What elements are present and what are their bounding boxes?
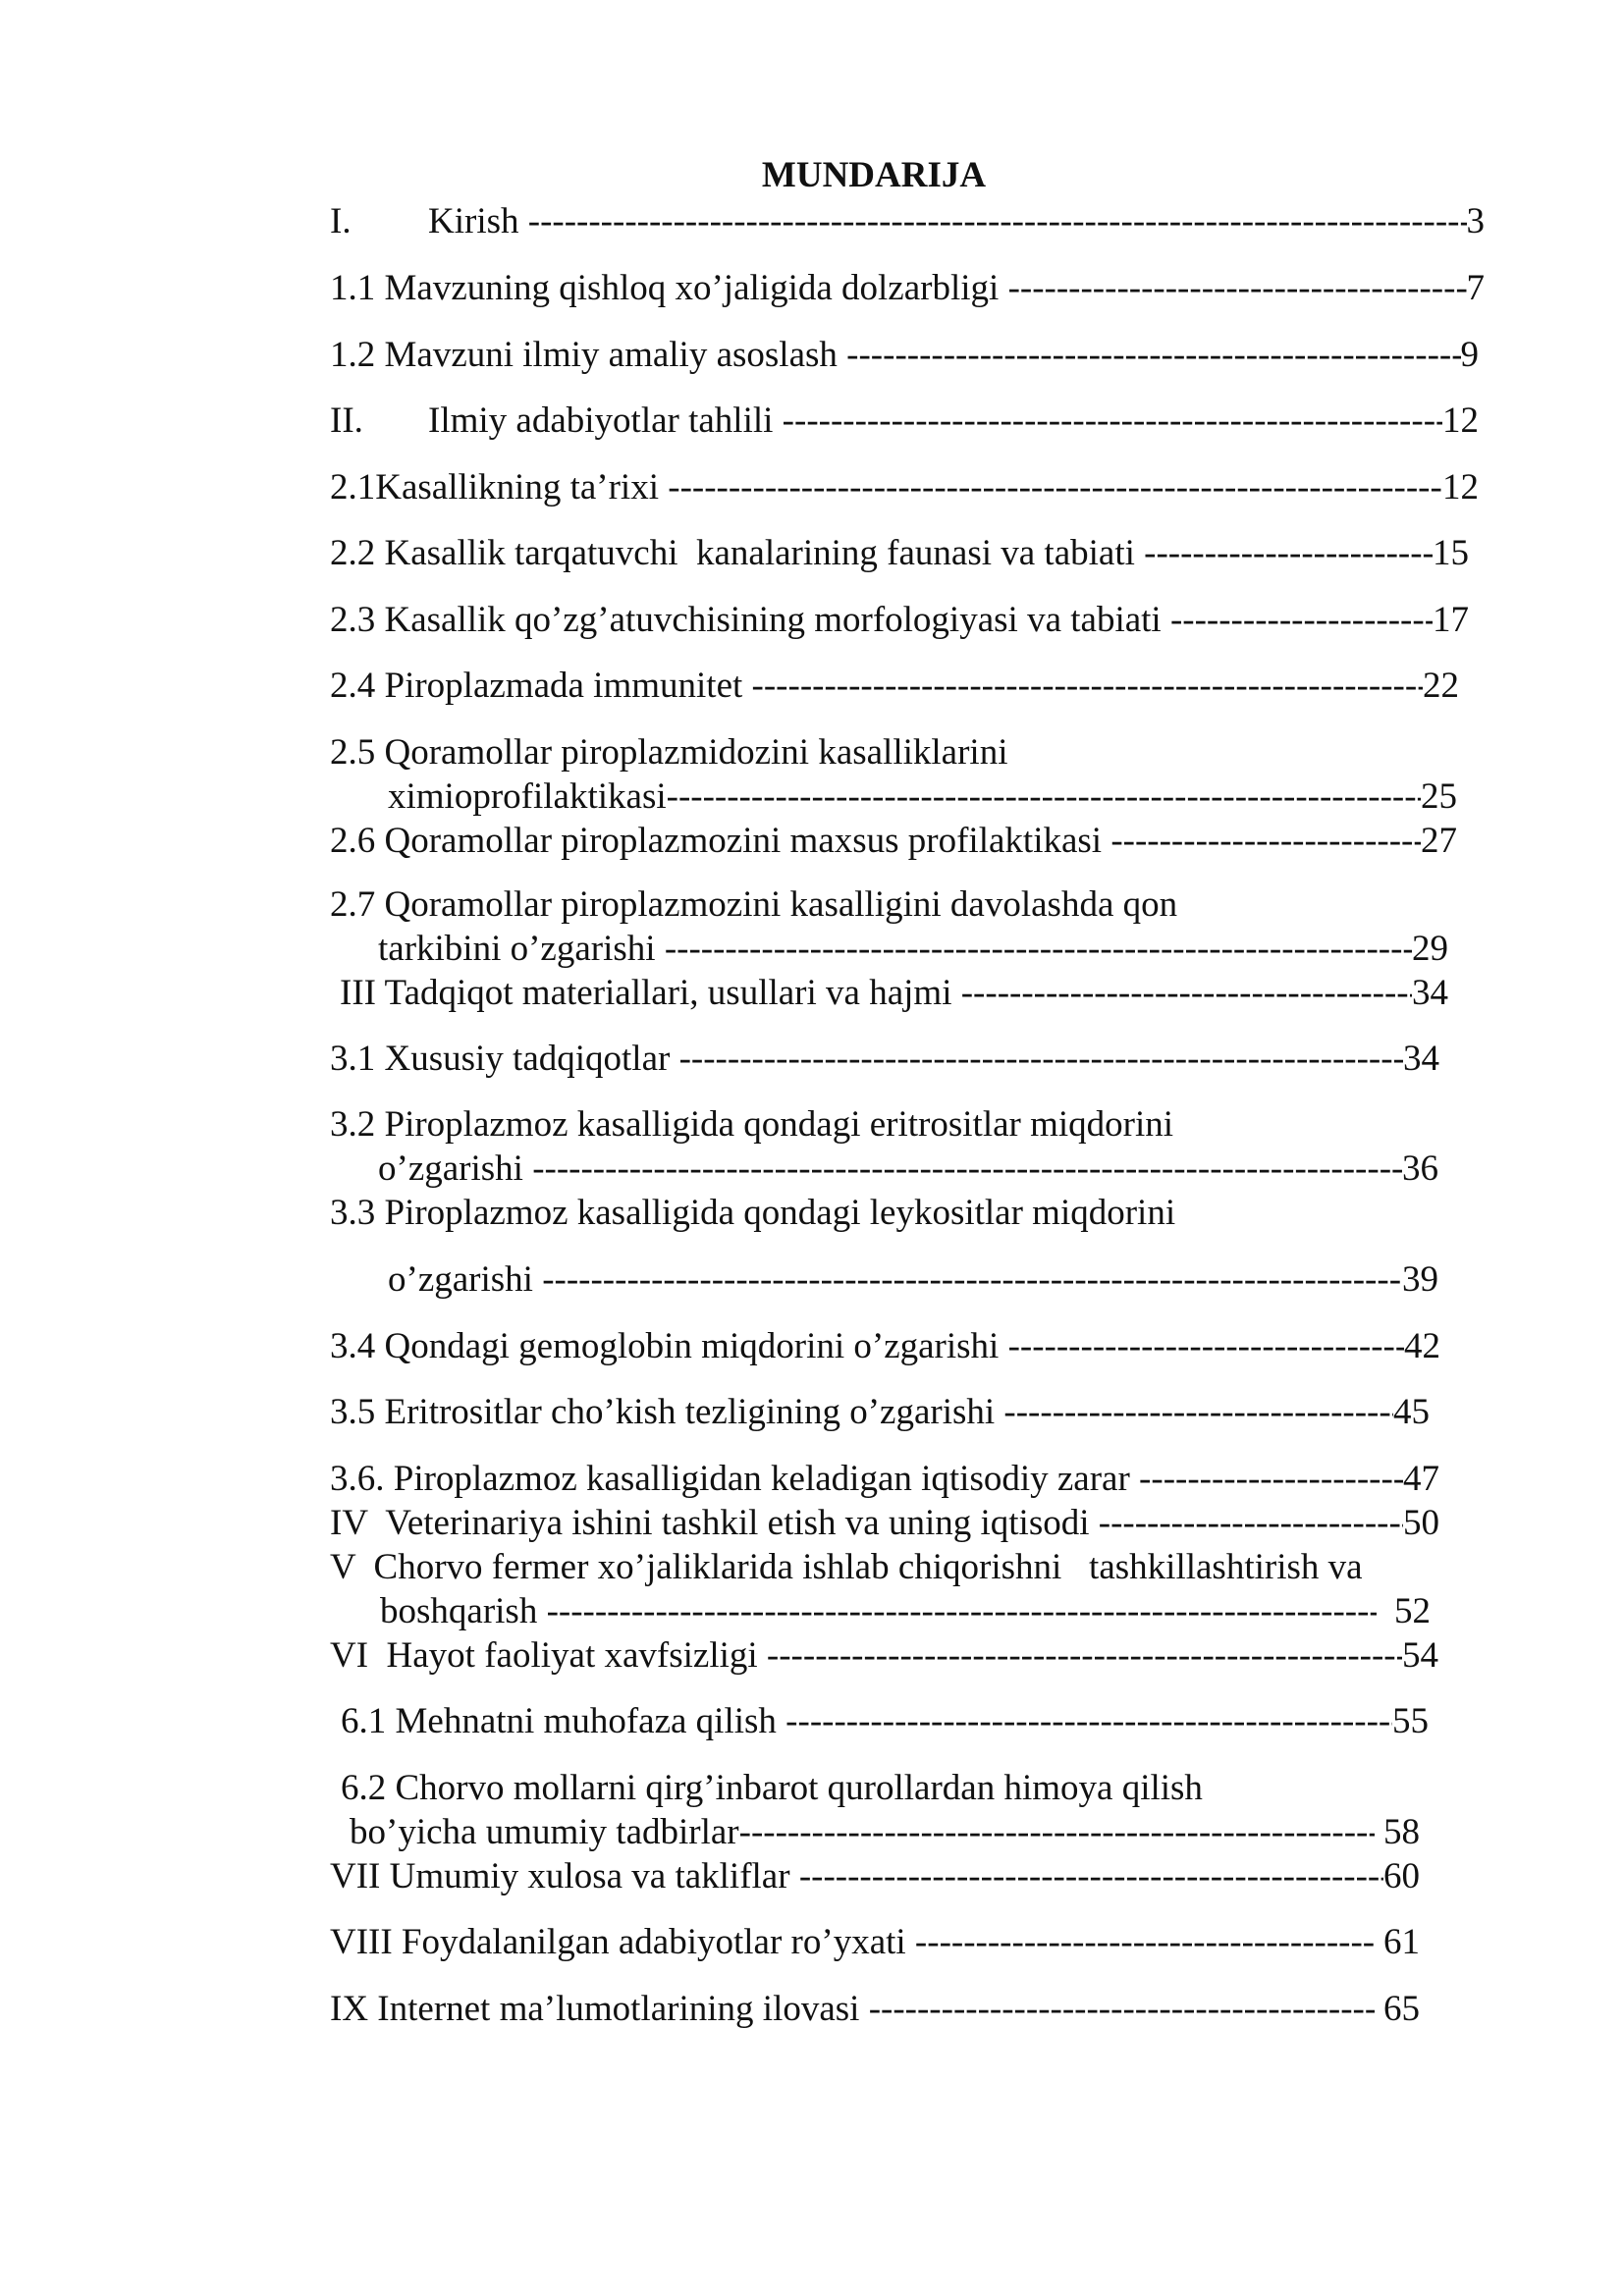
toc-entry-number: II. xyxy=(330,400,363,441)
toc-leader xyxy=(1008,1324,1404,1369)
toc-entry-title: III Tadqiqot materiallari, usullari va hajmi xyxy=(340,973,961,1013)
toc-entry-title: 2.3 Kasallik qo’zg’atuvchisining morfologiyasi va tabiati xyxy=(330,600,1170,640)
toc-entry xyxy=(330,664,1459,709)
toc-leader xyxy=(961,971,1412,1016)
toc-entry-title: 2.4 Piroplazmada immunitet xyxy=(330,666,752,706)
toc-entry-title: Kirish xyxy=(428,201,519,241)
toc-entry-title: VI Hayot faoliyat xavfsizligi xyxy=(330,1635,767,1676)
toc-entry-number: I. xyxy=(330,201,352,241)
toc-entry-page: 25 xyxy=(1421,776,1457,817)
toc-entry-title: 2.2 Kasallik tarqatuvchi kanalarining faunasi va tabiati xyxy=(330,533,1145,573)
toc-leader xyxy=(783,399,1442,444)
toc-leader xyxy=(1144,531,1433,576)
toc-entry-title: 3.1 Xususiy tadqiqotlar xyxy=(330,1039,679,1079)
toc-leader xyxy=(1139,1457,1403,1502)
toc-entry-title: 3.2 Piroplazmoz kasalligida qondagi eritrositlar miqdorini xyxy=(330,1104,1174,1145)
toc-entry-page: 15 xyxy=(1433,533,1469,573)
toc-entry xyxy=(330,1920,1420,1965)
toc-entry-page: 42 xyxy=(1404,1326,1440,1366)
toc-entry-title: VIII Foydalanilgan adabiyotlar ro’yxati xyxy=(330,1922,915,1962)
toc-entry-title: 3.5 Eritrositlar cho’kish tezligining o’zgarishi xyxy=(330,1392,1004,1432)
toc-entry-title: 2.7 Qoramollar piroplazmozini kasalligini davolashda qon xyxy=(330,884,1178,925)
toc-entry xyxy=(330,1501,1439,1546)
toc-entry xyxy=(340,971,1448,1016)
toc-entry-title: 6.1 Mehnatni muhofaza qilish xyxy=(341,1701,786,1741)
toc-entry-title: bo’yicha umumiy tadbirlar xyxy=(350,1812,739,1852)
toc-entry-page: 47 xyxy=(1403,1459,1439,1499)
toc-entry-title: 6.2 Chorvo mollarni qirg’inbarot qurollardan himoya qilish xyxy=(341,1768,1203,1808)
toc-entry xyxy=(388,1257,1438,1303)
toc-entry xyxy=(330,1037,1439,1082)
toc-entry-page: 61 xyxy=(1374,1922,1420,1962)
toc-entry xyxy=(330,199,1485,244)
toc-entry xyxy=(330,1390,1430,1435)
toc-entry xyxy=(330,598,1469,643)
toc-leader xyxy=(679,1037,1403,1082)
toc-leader xyxy=(668,465,1442,510)
toc-entry xyxy=(388,774,1457,820)
toc-entry-page: 3 xyxy=(1466,201,1485,241)
toc-entry xyxy=(330,1633,1438,1679)
toc-entry xyxy=(330,531,1469,576)
page-title: MUNDARIJA xyxy=(761,155,987,195)
toc-entry-title: boshqarish xyxy=(380,1591,547,1631)
toc-entry-page: 54 xyxy=(1402,1635,1438,1676)
toc-entry xyxy=(378,927,1448,972)
toc-leader xyxy=(1003,1390,1393,1435)
toc-entry-title: Ilmiy adabiyotlar tahlili xyxy=(428,400,783,441)
toc-entry-title: 1.2 Mavzuni ilmiy amaliy asoslash xyxy=(330,335,847,375)
toc-entry-page: 34 xyxy=(1412,973,1448,1013)
toc-entry-title: 3.6. Piroplazmoz kasalligidan keladigan iqtisodiy zarar xyxy=(330,1459,1140,1499)
toc-entry-title: 2.6 Qoramollar piroplazmozini maxsus profilaktikasi xyxy=(330,821,1111,861)
toc-entry-page: 36 xyxy=(1402,1148,1438,1189)
toc-entry-page: 60 xyxy=(1383,1856,1420,1896)
toc-entry-title: 3.4 Qondagi gemoglobin miqdorini o’zgarishi xyxy=(330,1326,1008,1366)
toc-leader xyxy=(785,1699,1392,1744)
toc-entry xyxy=(330,882,1469,928)
toc-leader xyxy=(752,664,1423,709)
toc-entry-title: 2.5 Qoramollar piroplazmidozini kasalliklarini xyxy=(330,732,1008,773)
toc-leader xyxy=(1008,266,1467,311)
toc-entry xyxy=(350,1810,1420,1855)
toc-entry-page: 55 xyxy=(1392,1701,1429,1741)
toc-entry-title: VII Umumiy xulosa va takliflar xyxy=(330,1856,799,1896)
toc-entry xyxy=(330,1102,1469,1148)
toc-leader xyxy=(869,1987,1375,2032)
toc-entry xyxy=(330,1854,1420,1899)
toc-entry xyxy=(330,465,1479,510)
toc-entry-page: 34 xyxy=(1403,1039,1439,1079)
toc-entry xyxy=(330,819,1457,864)
toc-entry-title: tarkibini o’zgarishi xyxy=(378,929,665,969)
toc-entry-page: 52 xyxy=(1376,1591,1431,1631)
toc-entry xyxy=(330,1191,1469,1236)
toc-entry-title: IX Internet ma’lumotlarining ilovasi xyxy=(330,1989,869,2029)
toc-entry xyxy=(330,1987,1420,2032)
toc-leader xyxy=(915,1920,1375,1965)
toc-entry xyxy=(330,1457,1439,1502)
toc-entry-page: 9 xyxy=(1460,335,1479,375)
toc-entry-page: 29 xyxy=(1412,929,1448,969)
toc-entry-page: 22 xyxy=(1423,666,1459,706)
toc-entry-page: 7 xyxy=(1466,268,1485,308)
toc-entry-page: 65 xyxy=(1374,1989,1420,2029)
toc-entry xyxy=(341,1699,1429,1744)
toc-entry-title: 3.3 Piroplazmoz kasalligida qondagi leykositlar miqdorini xyxy=(330,1193,1176,1233)
toc-leader xyxy=(1110,819,1421,864)
toc-entry-title: V Chorvo fermer xo’jaliklarida ishlab chiqorishni tashkillashtirish va xyxy=(330,1547,1363,1587)
toc-entry-page: 27 xyxy=(1421,821,1457,861)
toc-entry-page: 12 xyxy=(1442,400,1479,441)
toc-leader xyxy=(528,199,1467,244)
toc-leader xyxy=(767,1633,1402,1679)
toc-entry xyxy=(378,1147,1438,1192)
toc-leader xyxy=(542,1257,1402,1303)
toc-entry-title: o’zgarishi xyxy=(388,1259,543,1300)
toc-entry-page: 45 xyxy=(1393,1392,1430,1432)
toc-entry-title: 1.1 Mavzuning qishloq xo’jaligida dolzarbligi xyxy=(330,268,1008,308)
toc-entry xyxy=(330,333,1479,378)
toc-entry-page: 39 xyxy=(1402,1259,1438,1300)
toc-entry xyxy=(330,1545,1469,1590)
toc-entry-title: 2.1Kasallikning ta’rixi xyxy=(330,467,669,507)
toc-leader xyxy=(532,1147,1402,1192)
toc-entry xyxy=(341,1766,1469,1811)
toc-entry xyxy=(330,399,1479,444)
toc-entry xyxy=(380,1589,1431,1634)
toc-entry-page: 58 xyxy=(1374,1812,1420,1852)
toc-leader xyxy=(547,1589,1377,1634)
toc-entry xyxy=(330,266,1485,311)
toc-leader xyxy=(739,1810,1375,1855)
toc-entry xyxy=(330,1324,1440,1369)
toc-leader xyxy=(846,333,1460,378)
toc-leader xyxy=(665,927,1412,972)
toc-entry-page: 17 xyxy=(1433,600,1469,640)
toc-entry-title: IV Veterinariya ishini tashkil etish va uning iqtisodi xyxy=(330,1503,1099,1543)
toc-entry xyxy=(330,730,1469,775)
toc-entry-page: 12 xyxy=(1442,467,1479,507)
toc-leader xyxy=(1099,1501,1403,1546)
toc-leader xyxy=(799,1854,1383,1899)
toc-entry-title: o’zgarishi xyxy=(378,1148,533,1189)
toc-entry-page: 50 xyxy=(1403,1503,1439,1543)
toc-entry-title: ximioprofilaktikasi xyxy=(388,776,667,817)
toc-leader xyxy=(667,774,1421,820)
toc-leader xyxy=(1170,598,1433,643)
